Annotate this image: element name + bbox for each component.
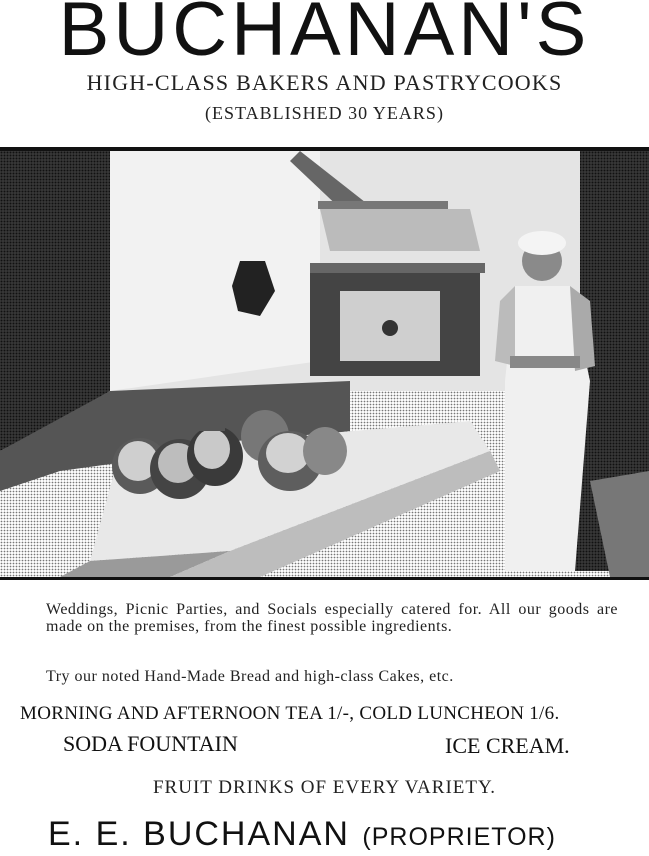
soda-fountain: SODA FOUNTAIN xyxy=(63,731,238,756)
bread-paragraph: Try our noted Hand-Made Bread and high-class Cakes, etc. xyxy=(46,668,454,685)
fruit-drinks-line: FRUIT DRINKS OF EVERY VARIETY. xyxy=(152,777,497,798)
established-note: (ESTABLISHED 30 YEARS) xyxy=(205,103,444,123)
proprietor-name: E. E. BUCHANAN xyxy=(48,815,350,853)
ice-cream: ICE CREAM. xyxy=(445,733,570,758)
shop-subtitle: HIGH-CLASS BAKERS AND PASTRYCOOKS xyxy=(86,70,563,95)
proprietor-role: (PROPRIETOR) xyxy=(362,823,556,851)
catering-paragraph: Weddings, Picnic Parties, and Socials especially catered for. All our goods are made on the premises, from the finest possible ingredients. xyxy=(46,601,618,635)
bakery-photo xyxy=(0,147,649,580)
shop-title: BUCHANAN'S xyxy=(58,0,591,72)
proprietor-line xyxy=(48,815,556,854)
baker-hat xyxy=(518,231,566,255)
tea-luncheon-line: MORNING AND AFTERNOON TEA 1/-, COLD LUNCHEON 1/6. xyxy=(20,703,560,724)
